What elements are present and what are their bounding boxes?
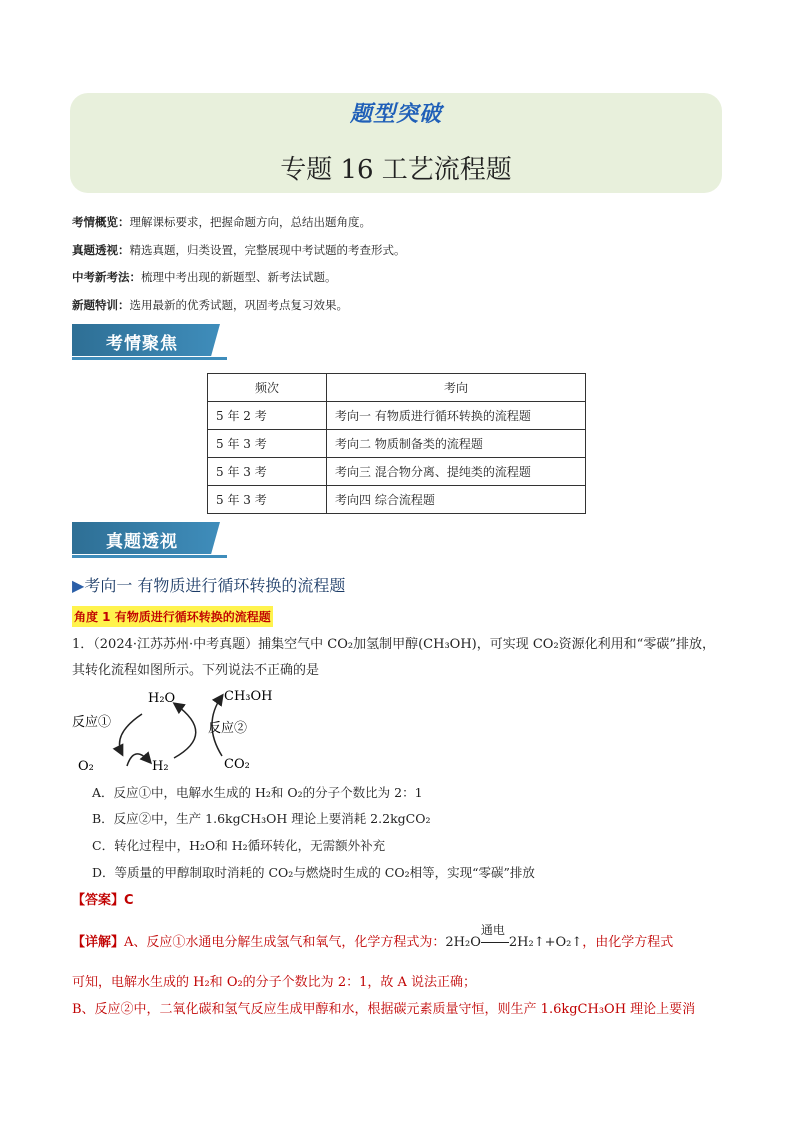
intro-item: 中考新考法：梳理中考出现的新题型、新考法试题。 — [72, 270, 337, 284]
arrow-curve — [127, 754, 150, 766]
o2-label: O₂ — [78, 759, 94, 774]
triangle-icon: ▶ — [72, 576, 85, 595]
intro-item: 考情概览：理解课标要求，把握命题方向，总结出题角度。 — [72, 215, 371, 229]
title-banner — [70, 93, 722, 193]
option-a: A．反应①中，电解水生成的 H₂和 O₂的分子个数比为 2：1 — [92, 785, 423, 800]
equation-left: 2H₂O — [445, 935, 481, 950]
table-row: 5 年 3 考 考向四 综合流程题 — [208, 486, 586, 514]
banner-kicker: 题型突破 — [349, 102, 442, 127]
question-line: 1．（2024·江苏苏州·中考真题）捕集空气中 CO₂加氢制甲醇(CH₃OH)，可实现 CO₂资源化利用和“零碳”排放， — [72, 637, 715, 652]
detail-line: B、反应②中，二氧化碳和氢气反应生成甲醇和水，根据碳元素质量守恒，则生产 1.6kgCH₃OH 理论上要消 — [72, 1002, 696, 1017]
intro-item: 真题透视：精选真题，归类设置，完整展现中考试题的考查形式。 — [72, 242, 406, 257]
arrow-curve — [174, 704, 196, 758]
co2-label: CO₂ — [224, 757, 250, 772]
page-title: 专题 16 工艺流程题 — [280, 155, 512, 185]
option-d: D．等质量的甲醇制取时消耗的 CO₂与燃烧时生成的 CO₂相等，实现“零碳”排放 — [92, 865, 535, 880]
ch3oh-label: CH₃OH — [224, 689, 273, 704]
reaction-1-label: 反应① — [72, 715, 112, 730]
arrow-curve — [120, 714, 143, 754]
table-row: 5 年 3 考 考向三 混合物分离、提纯类的流程题 — [208, 458, 586, 486]
table-row: 5 年 2 考 考向一 有物质进行循环转换的流程题 — [208, 402, 586, 430]
equation-right: 2H₂↑+O₂↑ — [508, 935, 583, 950]
angle-label: 角度 1 有物质进行循环转换的流程题 — [72, 606, 273, 627]
section-tag-focus — [72, 320, 227, 362]
question-line: 其转化流程如图所示。下列说法不正确的是 — [72, 663, 320, 678]
intro-item: 新题特训：选用最新的优秀试题，巩固考点复习效果。 — [72, 297, 348, 312]
option-c: C．转化过程中，H₂O和 H₂循环转化，无需额外补充 — [92, 838, 386, 853]
detail-line: 【详解】A、反应①水通电分解生成氢气和氧气，化学方程式为：2H₂O 通电 2H₂↑+O₂↑，由化学方程式 — [72, 923, 674, 950]
answer-label: 【答案】C — [72, 893, 134, 908]
equation-condition: 通电 — [481, 935, 509, 950]
section-label: 考情聚焦 — [106, 334, 178, 354]
h2o-label: H₂O — [148, 691, 176, 706]
h2-label: H₂ — [152, 759, 169, 774]
intro-list — [72, 209, 406, 319]
frequency-table — [207, 373, 586, 514]
reaction-cycle-diagram — [72, 684, 312, 776]
section-tag-exam — [72, 518, 227, 560]
table-header-row: 频次 考向 — [208, 374, 586, 402]
section-label: 真题透视 — [106, 532, 178, 552]
option-b: B．反应②中，生产 1.6kgCH₃OH 理论上要消耗 2.2kgCO₂ — [92, 811, 431, 826]
table-row: 5 年 3 考 考向二 物质制备类的流程题 — [208, 430, 586, 458]
reaction-2-label: 反应② — [208, 721, 248, 736]
topic-heading: ▶考向一 有物质进行循环转换的流程题 — [72, 576, 346, 595]
detail-line: 可知，电解水生成的 H₂和 O₂的分子个数比为 2：1，故 A 说法正确； — [72, 975, 477, 990]
